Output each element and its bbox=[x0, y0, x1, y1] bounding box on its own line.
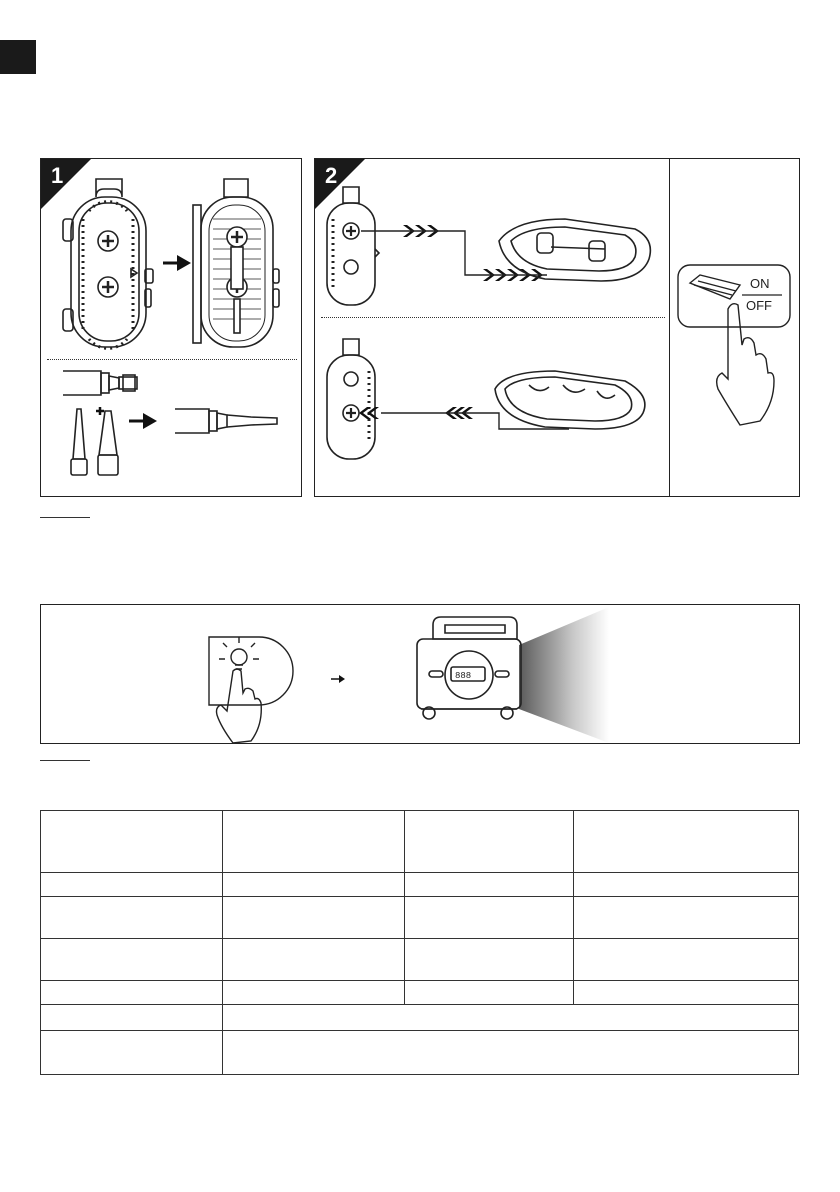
table-row bbox=[41, 811, 799, 873]
switch-off-label: OFF bbox=[746, 298, 772, 313]
specification-table bbox=[40, 810, 799, 1075]
table-cell bbox=[404, 939, 574, 981]
switch-panel bbox=[669, 158, 800, 497]
table-cell bbox=[574, 897, 799, 939]
table-cell bbox=[222, 873, 404, 897]
table-row bbox=[41, 897, 799, 939]
hose-with-adapter-illustration bbox=[63, 371, 137, 395]
table-cell bbox=[404, 981, 574, 1005]
table-cell bbox=[574, 873, 799, 897]
hose-with-nozzle-illustration bbox=[175, 409, 277, 433]
light-panel bbox=[40, 604, 800, 744]
table-cell bbox=[41, 897, 223, 939]
table-row bbox=[41, 1031, 799, 1075]
table-cell bbox=[222, 1005, 798, 1031]
table-cell bbox=[574, 939, 799, 981]
hand-pressing-icon bbox=[717, 304, 774, 425]
table-cell bbox=[41, 1005, 223, 1031]
step-1-illustration bbox=[41, 159, 303, 498]
table-cell bbox=[404, 897, 574, 939]
table-row bbox=[41, 873, 799, 897]
note-marker-1 bbox=[40, 517, 90, 518]
table-cell bbox=[222, 981, 404, 1005]
step-1-number: 1 bbox=[51, 163, 64, 188]
table-cell bbox=[41, 1031, 223, 1075]
pump-front-illustration bbox=[63, 179, 153, 348]
inflatable-boat-bottom-illustration bbox=[495, 371, 645, 429]
power-station-illustration bbox=[417, 617, 521, 719]
switch-on-label: ON bbox=[750, 276, 770, 291]
table-row bbox=[41, 981, 799, 1005]
light-beam bbox=[519, 607, 609, 743]
table-row bbox=[41, 1005, 799, 1031]
table-cell bbox=[41, 811, 223, 873]
table-cell bbox=[41, 873, 223, 897]
table-cell bbox=[404, 873, 574, 897]
note-marker-2 bbox=[40, 760, 90, 761]
nozzle-adapters-illustration bbox=[71, 409, 118, 475]
table-cell bbox=[41, 939, 223, 981]
pump-open-illustration bbox=[193, 179, 279, 347]
light-illustration bbox=[41, 605, 801, 745]
power-switch-illustration bbox=[670, 159, 801, 498]
light-button-icon bbox=[209, 637, 293, 743]
table-cell bbox=[404, 811, 574, 873]
pump-deflate-illustration bbox=[327, 339, 375, 459]
step-2-panel bbox=[314, 158, 670, 497]
step-2-number: 2 bbox=[325, 163, 338, 188]
rocker-switch bbox=[690, 275, 740, 299]
pump-inflate-illustration bbox=[327, 187, 379, 305]
switch-housing bbox=[678, 265, 790, 327]
step-1-panel bbox=[40, 158, 302, 497]
inflatable-boat-top-illustration bbox=[499, 219, 650, 281]
table-cell bbox=[222, 811, 404, 873]
table-cell bbox=[222, 1031, 798, 1075]
table-cell bbox=[41, 981, 223, 1005]
display-digits: 888 bbox=[455, 671, 472, 681]
table-cell bbox=[574, 981, 799, 1005]
table-row bbox=[41, 939, 799, 981]
table-cell bbox=[222, 897, 404, 939]
language-tab bbox=[0, 40, 36, 74]
step-2-illustration bbox=[315, 159, 671, 498]
table-cell bbox=[222, 939, 404, 981]
table-cell bbox=[574, 811, 799, 873]
